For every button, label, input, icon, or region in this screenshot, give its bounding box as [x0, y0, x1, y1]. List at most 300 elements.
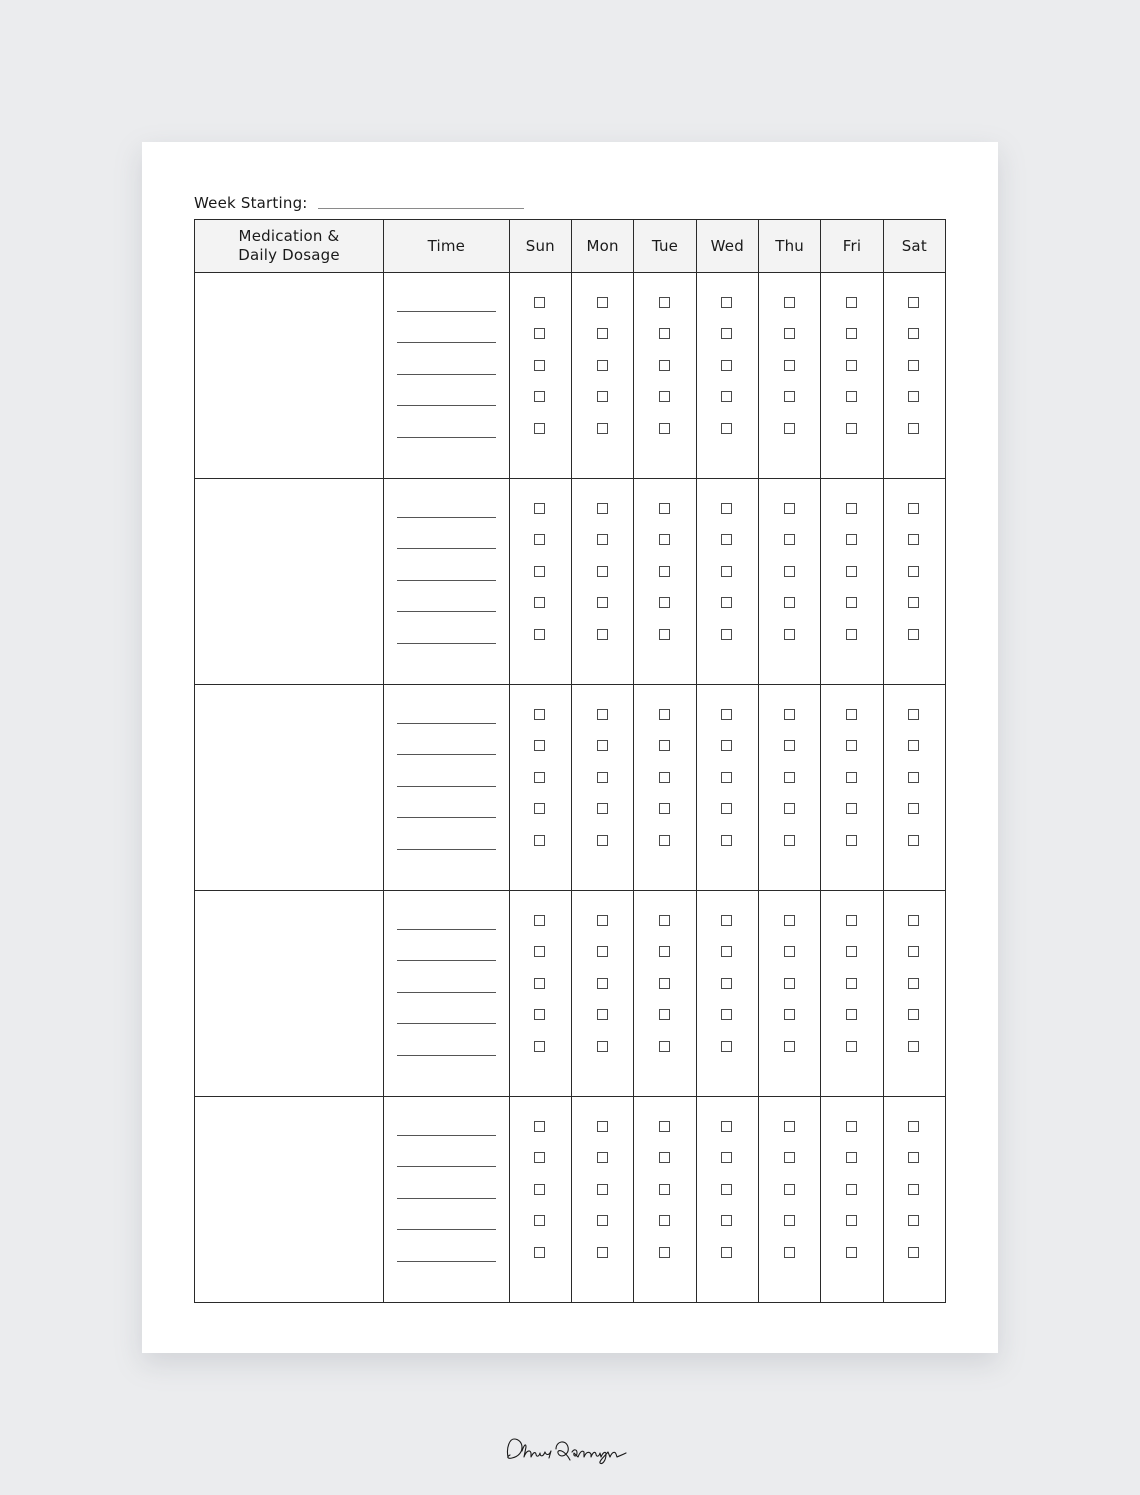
dose-checkbox[interactable]	[659, 629, 670, 640]
dose-checkbox[interactable]	[908, 1041, 919, 1052]
checkbox-slot	[634, 1041, 695, 1072]
dose-checkbox[interactable]	[659, 709, 670, 720]
checkbox-slot	[634, 740, 695, 771]
week-starting-input-line[interactable]	[318, 207, 524, 209]
dose-checkbox[interactable]	[659, 740, 670, 751]
day-cell	[883, 1097, 945, 1303]
dose-checkbox[interactable]	[659, 915, 670, 926]
dose-checkbox[interactable]	[659, 566, 670, 577]
checkbox-slot	[821, 1041, 882, 1072]
time-input-line[interactable]	[397, 405, 496, 406]
dose-checkbox[interactable]	[908, 328, 919, 339]
dose-checkbox[interactable]	[597, 946, 608, 957]
dose-checkbox[interactable]	[721, 297, 732, 308]
time-slots	[384, 891, 509, 1072]
dose-checkbox[interactable]	[846, 740, 857, 751]
checkbox-stack	[697, 273, 758, 454]
dose-checkbox[interactable]	[784, 740, 795, 751]
dose-checkbox[interactable]	[534, 1215, 545, 1226]
time-input-line[interactable]	[397, 517, 496, 518]
checkbox-slot	[884, 1215, 945, 1246]
checkbox-stack	[572, 273, 633, 454]
checkbox-slot	[697, 915, 758, 946]
checkbox-slot	[697, 772, 758, 803]
dose-checkbox[interactable]	[659, 1215, 670, 1226]
time-input-line[interactable]	[397, 960, 496, 961]
checkbox-slot	[697, 1041, 758, 1072]
dose-checkbox[interactable]	[846, 1247, 857, 1258]
time-input-line[interactable]	[397, 374, 496, 375]
checkbox-slot	[759, 772, 820, 803]
dose-checkbox[interactable]	[846, 297, 857, 308]
checkbox-slot	[634, 1215, 695, 1246]
dose-checkbox[interactable]	[597, 1215, 608, 1226]
dose-checkbox[interactable]	[908, 1247, 919, 1258]
dose-checkbox[interactable]	[659, 835, 670, 846]
dose-checkbox[interactable]	[908, 1184, 919, 1195]
dose-checkbox[interactable]	[534, 709, 545, 720]
dose-checkbox[interactable]	[597, 534, 608, 545]
dose-checkbox[interactable]	[784, 391, 795, 402]
dose-checkbox[interactable]	[597, 1041, 608, 1052]
dose-checkbox[interactable]	[846, 1041, 857, 1052]
checkbox-stack	[821, 273, 882, 454]
dose-checkbox[interactable]	[784, 835, 795, 846]
dose-checkbox[interactable]	[784, 1009, 795, 1020]
day-cell	[758, 273, 820, 479]
dose-checkbox[interactable]	[721, 328, 732, 339]
dose-checkbox[interactable]	[534, 740, 545, 751]
dose-checkbox[interactable]	[659, 946, 670, 957]
dose-checkbox[interactable]	[534, 772, 545, 783]
dose-checkbox[interactable]	[659, 1184, 670, 1195]
dose-checkbox[interactable]	[659, 1041, 670, 1052]
time-slot	[384, 1009, 509, 1040]
dose-checkbox[interactable]	[908, 391, 919, 402]
checkbox-slot	[572, 946, 633, 977]
checkbox-stack	[884, 685, 945, 866]
dose-checkbox[interactable]	[846, 978, 857, 989]
dose-checkbox[interactable]	[597, 423, 608, 434]
dose-checkbox[interactable]	[659, 803, 670, 814]
dose-checkbox[interactable]	[659, 772, 670, 783]
dose-checkbox[interactable]	[908, 835, 919, 846]
time-cell	[384, 1097, 510, 1303]
time-input-line[interactable]	[397, 1229, 496, 1230]
checkbox-slot	[572, 566, 633, 597]
dose-checkbox[interactable]	[846, 1009, 857, 1020]
checkbox-slot	[572, 1215, 633, 1246]
dose-checkbox[interactable]	[597, 1152, 608, 1163]
time-slots	[384, 273, 509, 454]
time-slot	[384, 1247, 509, 1278]
dose-checkbox[interactable]	[784, 772, 795, 783]
checkbox-slot	[759, 1009, 820, 1040]
medication-dosage-cell[interactable]	[195, 685, 384, 891]
dose-checkbox[interactable]	[721, 835, 732, 846]
dose-checkbox[interactable]	[597, 597, 608, 608]
dose-checkbox[interactable]	[784, 1152, 795, 1163]
dose-checkbox[interactable]	[846, 629, 857, 640]
dose-checkbox[interactable]	[659, 1121, 670, 1132]
dose-checkbox[interactable]	[721, 709, 732, 720]
dose-checkbox[interactable]	[721, 1041, 732, 1052]
medication-dosage-cell[interactable]	[195, 273, 384, 479]
checkbox-stack	[510, 273, 571, 454]
dose-checkbox[interactable]	[784, 946, 795, 957]
dose-checkbox[interactable]	[846, 1184, 857, 1195]
dose-checkbox[interactable]	[784, 709, 795, 720]
dose-checkbox[interactable]	[597, 391, 608, 402]
checkbox-slot	[821, 566, 882, 597]
day-cell	[509, 1097, 571, 1303]
dose-checkbox[interactable]	[721, 629, 732, 640]
dose-checkbox[interactable]	[597, 503, 608, 514]
dose-checkbox[interactable]	[534, 566, 545, 577]
checkbox-slot	[821, 423, 882, 454]
dose-checkbox[interactable]	[846, 1121, 857, 1132]
time-input-line[interactable]	[397, 754, 496, 755]
dose-checkbox[interactable]	[534, 1041, 545, 1052]
dose-checkbox[interactable]	[659, 534, 670, 545]
dose-checkbox[interactable]	[597, 1009, 608, 1020]
checkbox-slot	[759, 328, 820, 359]
checkbox-stack	[759, 1097, 820, 1278]
dose-checkbox[interactable]	[721, 1121, 732, 1132]
table-header-row	[195, 220, 946, 273]
dose-checkbox[interactable]	[659, 1152, 670, 1163]
dose-checkbox[interactable]	[908, 423, 919, 434]
checkbox-slot	[572, 423, 633, 454]
dose-checkbox[interactable]	[784, 803, 795, 814]
medication-dosage-cell[interactable]	[195, 891, 384, 1097]
dose-checkbox[interactable]	[908, 1215, 919, 1226]
checkbox-slot	[510, 1121, 571, 1152]
dose-checkbox[interactable]	[908, 1152, 919, 1163]
dose-checkbox[interactable]	[597, 297, 608, 308]
time-input-line[interactable]	[397, 1135, 496, 1136]
dose-checkbox[interactable]	[784, 503, 795, 514]
dose-checkbox[interactable]	[908, 297, 919, 308]
dose-checkbox[interactable]	[534, 915, 545, 926]
dose-checkbox[interactable]	[784, 297, 795, 308]
checkbox-slot	[821, 1152, 882, 1183]
dose-checkbox[interactable]	[597, 978, 608, 989]
dose-checkbox[interactable]	[908, 566, 919, 577]
time-slot	[384, 978, 509, 1009]
dose-checkbox[interactable]	[534, 835, 545, 846]
dose-checkbox[interactable]	[846, 803, 857, 814]
time-slot	[384, 946, 509, 977]
dose-checkbox[interactable]	[721, 1152, 732, 1163]
dose-checkbox[interactable]	[908, 629, 919, 640]
checkbox-slot	[821, 1184, 882, 1215]
dose-checkbox[interactable]	[534, 978, 545, 989]
checkbox-slot	[884, 978, 945, 1009]
dose-checkbox[interactable]	[784, 629, 795, 640]
checkbox-stack	[572, 479, 633, 660]
checkbox-slot	[572, 835, 633, 866]
time-input-line[interactable]	[397, 929, 496, 930]
checkbox-slot	[510, 835, 571, 866]
dose-checkbox[interactable]	[784, 566, 795, 577]
dose-checkbox[interactable]	[597, 566, 608, 577]
dose-checkbox[interactable]	[659, 391, 670, 402]
dose-checkbox[interactable]	[846, 1152, 857, 1163]
dose-checkbox[interactable]	[721, 803, 732, 814]
dose-checkbox[interactable]	[597, 835, 608, 846]
dose-checkbox[interactable]	[846, 597, 857, 608]
day-cell	[634, 273, 696, 479]
week-starting-label: Week Starting:	[194, 194, 308, 212]
time-input-line[interactable]	[397, 817, 496, 818]
day-cell	[571, 273, 633, 479]
checkbox-slot	[697, 740, 758, 771]
checkbox-slot	[697, 978, 758, 1009]
dose-checkbox[interactable]	[846, 423, 857, 434]
checkbox-slot	[821, 835, 882, 866]
dose-checkbox[interactable]	[846, 835, 857, 846]
dose-checkbox[interactable]	[534, 946, 545, 957]
dose-checkbox[interactable]	[846, 915, 857, 926]
dose-checkbox[interactable]	[908, 709, 919, 720]
checkbox-slot	[884, 360, 945, 391]
time-input-line[interactable]	[397, 548, 496, 549]
checkbox-slot	[572, 360, 633, 391]
checkbox-stack	[759, 891, 820, 1072]
dose-checkbox[interactable]	[659, 360, 670, 371]
time-slot	[384, 915, 509, 946]
dose-checkbox[interactable]	[846, 360, 857, 371]
dose-checkbox[interactable]	[784, 1184, 795, 1195]
time-input-line[interactable]	[397, 723, 496, 724]
dose-checkbox[interactable]	[534, 803, 545, 814]
dose-checkbox[interactable]	[597, 629, 608, 640]
checkbox-slot	[634, 1247, 695, 1278]
dose-checkbox[interactable]	[597, 1121, 608, 1132]
time-slot	[384, 328, 509, 359]
medication-dosage-cell[interactable]	[195, 479, 384, 685]
dose-checkbox[interactable]	[721, 1184, 732, 1195]
dose-checkbox[interactable]	[908, 534, 919, 545]
dose-checkbox[interactable]	[534, 328, 545, 339]
day-cell	[821, 891, 883, 1097]
checkbox-slot	[821, 534, 882, 565]
dose-checkbox[interactable]	[534, 629, 545, 640]
dose-checkbox[interactable]	[659, 1247, 670, 1258]
dose-checkbox[interactable]	[908, 978, 919, 989]
checkbox-slot	[821, 503, 882, 534]
dose-checkbox[interactable]	[721, 772, 732, 783]
dose-checkbox[interactable]	[784, 915, 795, 926]
time-input-line[interactable]	[397, 786, 496, 787]
dose-checkbox[interactable]	[534, 423, 545, 434]
dose-checkbox[interactable]	[597, 740, 608, 751]
checkbox-slot	[759, 946, 820, 977]
day-cell	[758, 1097, 820, 1303]
dose-checkbox[interactable]	[534, 360, 545, 371]
checkbox-stack	[821, 479, 882, 660]
time-input-line[interactable]	[397, 1261, 496, 1262]
dose-checkbox[interactable]	[908, 503, 919, 514]
dose-checkbox[interactable]	[659, 978, 670, 989]
dose-checkbox[interactable]	[846, 566, 857, 577]
checkbox-slot	[821, 1247, 882, 1278]
checkbox-slot	[759, 629, 820, 660]
dose-checkbox[interactable]	[597, 360, 608, 371]
checkbox-slot	[572, 1121, 633, 1152]
checkbox-slot	[634, 1184, 695, 1215]
dose-checkbox[interactable]	[597, 328, 608, 339]
dose-checkbox[interactable]	[846, 772, 857, 783]
dose-checkbox[interactable]	[659, 297, 670, 308]
checkbox-slot	[759, 423, 820, 454]
header-tue: Tue	[634, 220, 696, 273]
dose-checkbox[interactable]	[908, 1009, 919, 1020]
dose-checkbox[interactable]	[721, 1247, 732, 1258]
dose-checkbox[interactable]	[721, 503, 732, 514]
checkbox-slot	[634, 629, 695, 660]
dose-checkbox[interactable]	[597, 772, 608, 783]
checkbox-stack	[634, 479, 695, 660]
day-cell	[821, 273, 883, 479]
day-cell	[509, 479, 571, 685]
dose-checkbox[interactable]	[534, 503, 545, 514]
dose-checkbox[interactable]	[659, 597, 670, 608]
dose-checkbox[interactable]	[659, 1009, 670, 1020]
dose-checkbox[interactable]	[784, 978, 795, 989]
dose-checkbox[interactable]	[597, 709, 608, 720]
dose-checkbox[interactable]	[534, 597, 545, 608]
day-cell	[696, 1097, 758, 1303]
dose-checkbox[interactable]	[721, 597, 732, 608]
checkbox-slot	[759, 1215, 820, 1246]
dose-checkbox[interactable]	[597, 1247, 608, 1258]
dose-checkbox[interactable]	[721, 915, 732, 926]
checkbox-slot	[634, 360, 695, 391]
dose-checkbox[interactable]	[784, 1215, 795, 1226]
dose-checkbox[interactable]	[721, 946, 732, 957]
day-cell	[634, 1097, 696, 1303]
dose-checkbox[interactable]	[846, 1215, 857, 1226]
dose-checkbox[interactable]	[659, 423, 670, 434]
dose-checkbox[interactable]	[784, 423, 795, 434]
dose-checkbox[interactable]	[846, 709, 857, 720]
dose-checkbox[interactable]	[721, 740, 732, 751]
checkbox-stack	[634, 685, 695, 866]
checkbox-slot	[634, 709, 695, 740]
dose-checkbox[interactable]	[534, 1152, 545, 1163]
dose-checkbox[interactable]	[908, 946, 919, 957]
dose-checkbox[interactable]	[721, 978, 732, 989]
dose-checkbox[interactable]	[597, 915, 608, 926]
checkbox-slot	[572, 297, 633, 328]
dose-checkbox[interactable]	[784, 328, 795, 339]
dose-checkbox[interactable]	[597, 1184, 608, 1195]
dose-checkbox[interactable]	[846, 534, 857, 545]
dose-checkbox[interactable]	[908, 740, 919, 751]
dose-checkbox[interactable]	[721, 1215, 732, 1226]
checkbox-slot	[634, 391, 695, 422]
dose-checkbox[interactable]	[659, 328, 670, 339]
dose-checkbox[interactable]	[846, 391, 857, 402]
dose-checkbox[interactable]	[908, 803, 919, 814]
checkbox-slot	[821, 1009, 882, 1040]
dose-checkbox[interactable]	[846, 503, 857, 514]
dose-checkbox[interactable]	[908, 1121, 919, 1132]
dose-checkbox[interactable]	[534, 534, 545, 545]
time-input-line[interactable]	[397, 1198, 496, 1199]
dose-checkbox[interactable]	[846, 328, 857, 339]
checkbox-slot	[697, 709, 758, 740]
dose-checkbox[interactable]	[721, 423, 732, 434]
time-input-line[interactable]	[397, 437, 496, 438]
dose-checkbox[interactable]	[597, 803, 608, 814]
checkbox-stack	[821, 891, 882, 1072]
time-input-line[interactable]	[397, 611, 496, 612]
dose-checkbox[interactable]	[721, 360, 732, 371]
dose-checkbox[interactable]	[784, 1121, 795, 1132]
dose-checkbox[interactable]	[721, 1009, 732, 1020]
dose-checkbox[interactable]	[721, 534, 732, 545]
dose-checkbox[interactable]	[534, 1009, 545, 1020]
checkbox-slot	[759, 1184, 820, 1215]
dose-checkbox[interactable]	[534, 1247, 545, 1258]
day-cell	[758, 479, 820, 685]
dose-checkbox[interactable]	[721, 391, 732, 402]
signature-graphic	[500, 1433, 640, 1467]
checkbox-slot	[697, 946, 758, 977]
checkbox-slot	[821, 915, 882, 946]
dose-checkbox[interactable]	[784, 360, 795, 371]
checkbox-slot	[884, 391, 945, 422]
dose-checkbox[interactable]	[846, 946, 857, 957]
time-input-line[interactable]	[397, 1055, 496, 1056]
dose-checkbox[interactable]	[784, 1041, 795, 1052]
dose-checkbox[interactable]	[721, 566, 732, 577]
time-input-line[interactable]	[397, 643, 496, 644]
dose-checkbox[interactable]	[784, 534, 795, 545]
day-cell	[696, 479, 758, 685]
time-input-line[interactable]	[397, 342, 496, 343]
checkbox-slot	[759, 391, 820, 422]
dose-checkbox[interactable]	[908, 772, 919, 783]
checkbox-stack	[759, 273, 820, 454]
dose-checkbox[interactable]	[908, 597, 919, 608]
medication-dosage-cell[interactable]	[195, 1097, 384, 1303]
dose-checkbox[interactable]	[534, 1121, 545, 1132]
checkbox-stack	[884, 273, 945, 454]
dose-checkbox[interactable]	[534, 391, 545, 402]
dose-checkbox[interactable]	[659, 503, 670, 514]
dose-checkbox[interactable]	[784, 597, 795, 608]
dose-checkbox[interactable]	[908, 360, 919, 371]
planner-sheet	[142, 142, 998, 1353]
time-input-line[interactable]	[397, 1023, 496, 1024]
time-input-line[interactable]	[397, 580, 496, 581]
checkbox-slot	[884, 534, 945, 565]
time-input-line[interactable]	[397, 1166, 496, 1167]
dose-checkbox[interactable]	[534, 297, 545, 308]
time-input-line[interactable]	[397, 992, 496, 993]
tracker-body	[195, 273, 946, 1303]
time-input-line[interactable]	[397, 849, 496, 850]
time-input-line[interactable]	[397, 311, 496, 312]
dose-checkbox[interactable]	[534, 1184, 545, 1195]
dose-checkbox[interactable]	[784, 1247, 795, 1258]
dose-checkbox[interactable]	[908, 915, 919, 926]
day-cell	[634, 891, 696, 1097]
